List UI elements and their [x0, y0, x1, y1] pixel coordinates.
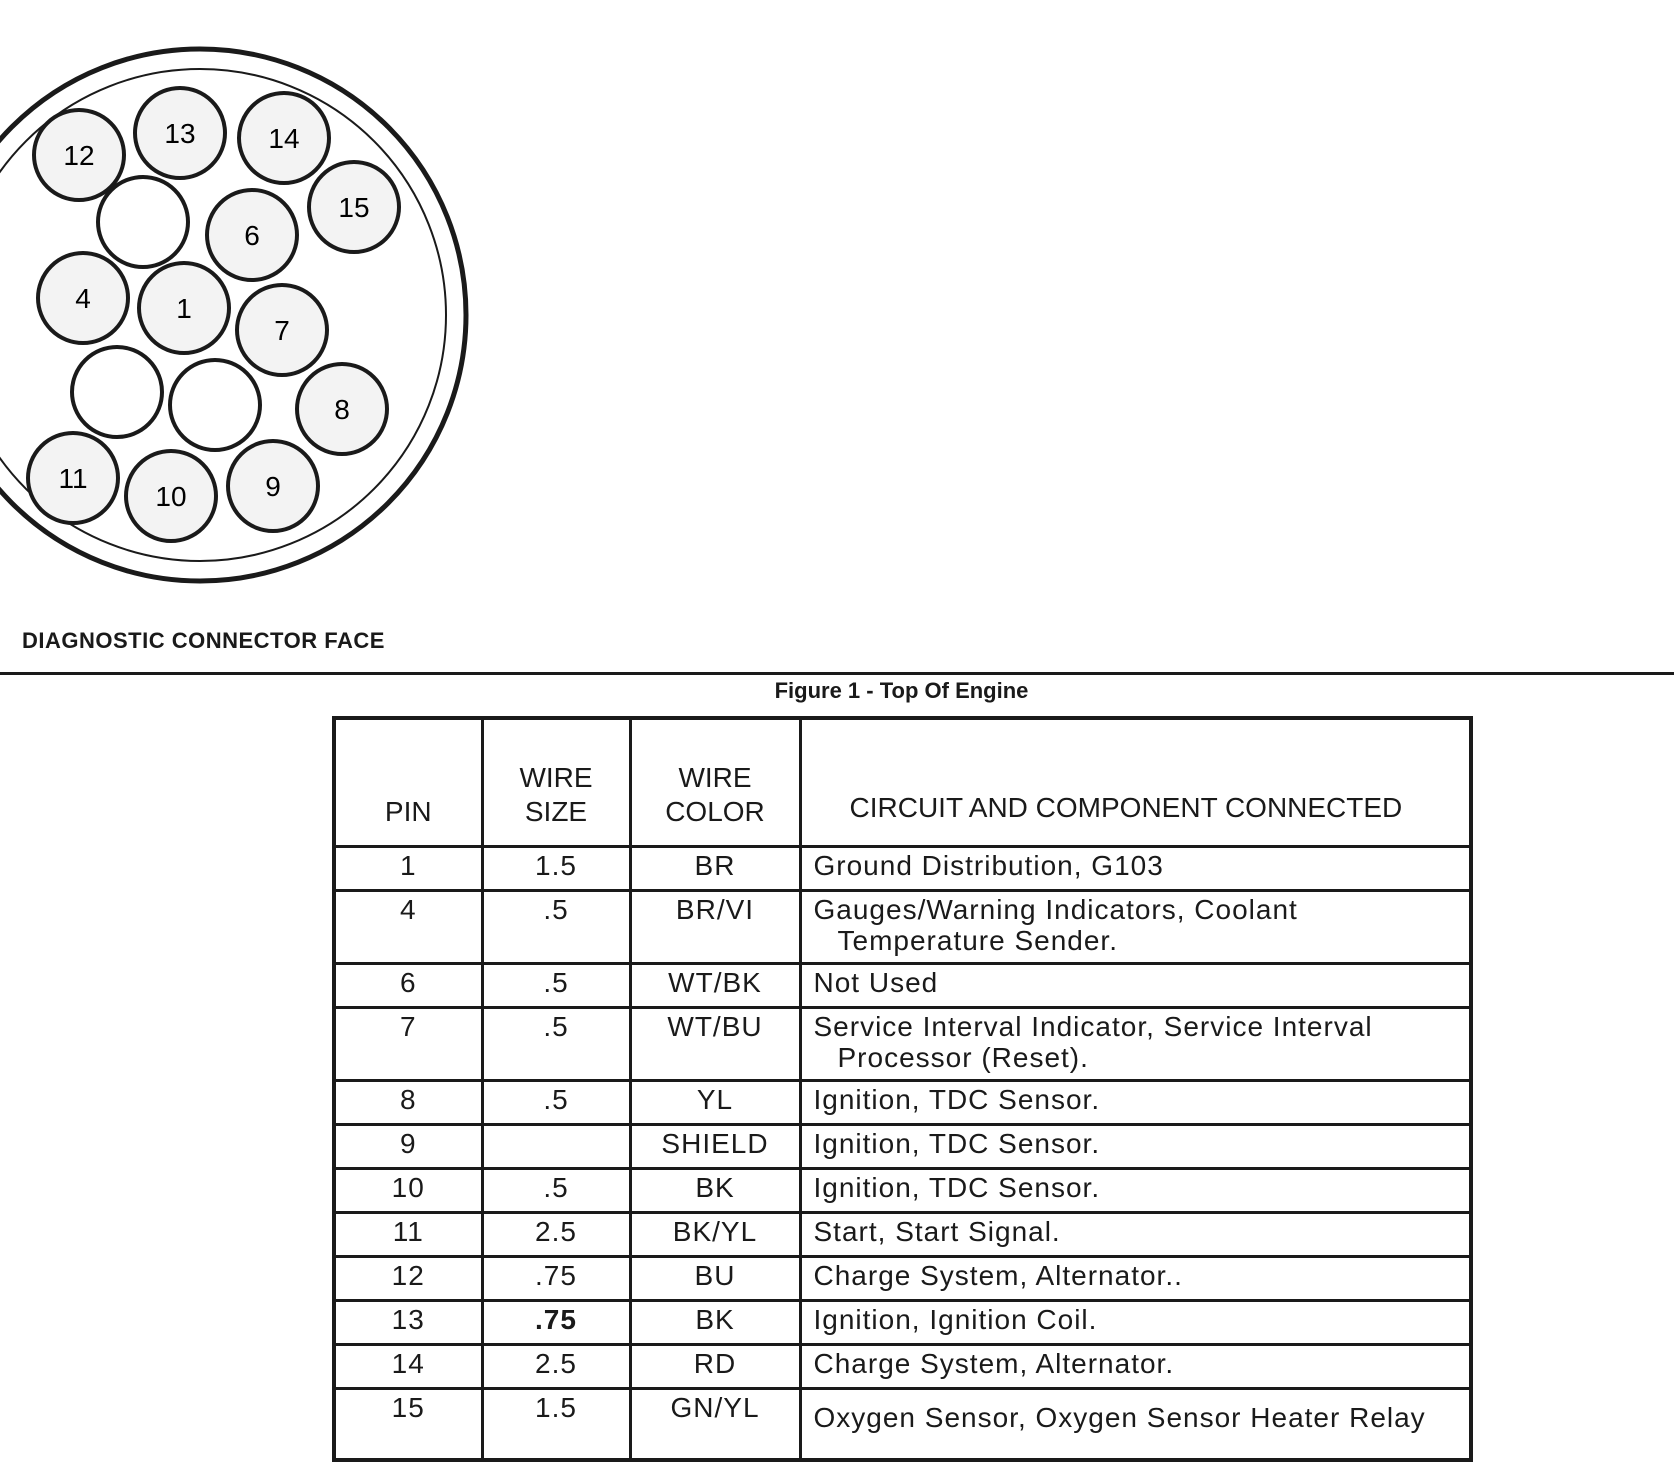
pin-6-label: 6: [244, 220, 260, 251]
cell-circuit: Not Used: [800, 964, 1471, 1008]
cell-circuit: Ignition, TDC Sensor.: [800, 1125, 1471, 1169]
cell-wire-color: BR: [630, 847, 800, 891]
header-wire-size: WIRE SIZE: [482, 718, 630, 847]
cell-wire-color: RD: [630, 1345, 800, 1389]
cell-wire-size: 1.5: [482, 1389, 630, 1461]
table-row: [334, 1213, 1471, 1257]
cell-pin: 8: [334, 1081, 482, 1125]
pin-13: [135, 88, 225, 178]
cell-wire-color: WT/BK: [630, 964, 800, 1008]
cell-circuit: Charge System, Alternator.: [800, 1345, 1471, 1389]
pin-9-label: 9: [265, 471, 281, 502]
cell-wire-size: [482, 1125, 630, 1169]
pin-6: [207, 190, 297, 280]
pin-14: [239, 93, 329, 183]
table-row: [334, 1345, 1471, 1389]
cell-wire-size: .5: [482, 1008, 630, 1081]
cell-pin: 10: [334, 1169, 482, 1213]
cell-wire-color: BK/YL: [630, 1213, 800, 1257]
cell-wire-color: SHIELD: [630, 1125, 800, 1169]
cell-wire-size: .75: [482, 1257, 630, 1301]
cell-pin: 1: [334, 847, 482, 891]
pin-4: [38, 253, 128, 343]
pin-14-label: 14: [268, 123, 300, 154]
pin-9: [228, 441, 318, 531]
cell-circuit: Ground Distribution, G103: [800, 847, 1471, 891]
pin-7-label: 7: [274, 315, 290, 346]
connector-face-label: DIAGNOSTIC CONNECTOR FACE: [22, 628, 385, 653]
pin-4-label: 4: [75, 283, 91, 314]
pin-assignment-table: [332, 716, 1473, 1462]
cell-pin: 4: [334, 891, 482, 964]
cell-wire-color: BK: [630, 1301, 800, 1345]
pin-13-label: 13: [164, 118, 196, 149]
cell-wire-size: 2.5: [482, 1213, 630, 1257]
table-row: [334, 1301, 1471, 1345]
cell-pin: 13: [334, 1301, 482, 1345]
pin-15: [309, 162, 399, 252]
table-row: [334, 847, 1471, 891]
pin-11: [28, 433, 118, 523]
pin-10-label: 10: [155, 481, 187, 512]
cell-wire-color: BK: [630, 1169, 800, 1213]
cell-circuit: [800, 891, 1471, 964]
horizontal-rule: [0, 672, 1674, 675]
cell-wire-color: YL: [630, 1081, 800, 1125]
table-row: [334, 1081, 1471, 1125]
cell-wire-color: WT/BU: [630, 1008, 800, 1081]
cell-circuit: Charge System, Alternator..: [800, 1257, 1471, 1301]
pin-1-label: 1: [176, 293, 192, 324]
header-circuit: CIRCUIT AND COMPONENT CONNECTED: [800, 718, 1471, 847]
pin-10: [126, 451, 216, 541]
cell-pin: 7: [334, 1008, 482, 1081]
cell-circuit: Start, Start Signal.: [800, 1213, 1471, 1257]
pin-12-label: 12: [63, 140, 95, 171]
cell-wire-color: BR/VI: [630, 891, 800, 964]
cell-wire-size: 1.5: [482, 847, 630, 891]
cell-circuit: [800, 1008, 1471, 1081]
header-wire-color: WIRE COLOR: [630, 718, 800, 847]
table-row: [334, 1125, 1471, 1169]
table-header-row: [334, 718, 1471, 847]
circuit-line-1: Gauges/Warning Indicators, Coolant: [813, 894, 1298, 925]
cell-wire-size: .5: [482, 891, 630, 964]
circuit-line-1: Service Interval Indicator, Service Interval: [813, 1011, 1373, 1042]
table-row: [334, 964, 1471, 1008]
cell-pin: 11: [334, 1213, 482, 1257]
cell-pin: 12: [334, 1257, 482, 1301]
pin-12: [34, 110, 124, 200]
cell-circuit: Oxygen Sensor, Oxygen Sensor Heater Relay: [800, 1389, 1471, 1461]
cell-circuit: Ignition, TDC Sensor.: [800, 1169, 1471, 1213]
cell-circuit: Ignition, Ignition Coil.: [800, 1301, 1471, 1345]
empty-pin-slot: [98, 177, 188, 267]
cell-circuit: Ignition, TDC Sensor.: [800, 1081, 1471, 1125]
circuit-line-2: Processor (Reset).: [837, 1042, 1089, 1073]
cell-pin: 6: [334, 964, 482, 1008]
cell-wire-size: .5: [482, 1169, 630, 1213]
pin-8-label: 8: [334, 394, 350, 425]
pin-11-label: 11: [58, 463, 88, 494]
figure-caption: Figure 1 - Top Of Engine: [774, 678, 1029, 703]
cell-pin: 15: [334, 1389, 482, 1461]
empty-pin-slot: [170, 360, 260, 450]
cell-wire-size: 2.5: [482, 1345, 630, 1389]
table-row: [334, 1257, 1471, 1301]
cell-wire-size: .75: [482, 1301, 630, 1345]
empty-pin-slot: [72, 347, 162, 437]
header-pin: PIN: [334, 718, 482, 847]
cell-wire-color: BU: [630, 1257, 800, 1301]
table-row: [334, 1008, 1471, 1081]
pin-7: [237, 285, 327, 375]
table-row: [334, 1389, 1471, 1461]
cell-pin: 9: [334, 1125, 482, 1169]
circuit-line-2: Temperature Sender.: [837, 925, 1118, 956]
pin-8: [297, 364, 387, 454]
table-row: [334, 891, 1471, 964]
cell-pin: 14: [334, 1345, 482, 1389]
cell-wire-size: .5: [482, 964, 630, 1008]
connector-face-diagram: [0, 0, 480, 600]
pin-1: [139, 263, 229, 353]
pin-15-label: 15: [338, 192, 370, 223]
cell-wire-size: .5: [482, 1081, 630, 1125]
cell-wire-color: GN/YL: [630, 1389, 800, 1461]
table-row: [334, 1169, 1471, 1213]
